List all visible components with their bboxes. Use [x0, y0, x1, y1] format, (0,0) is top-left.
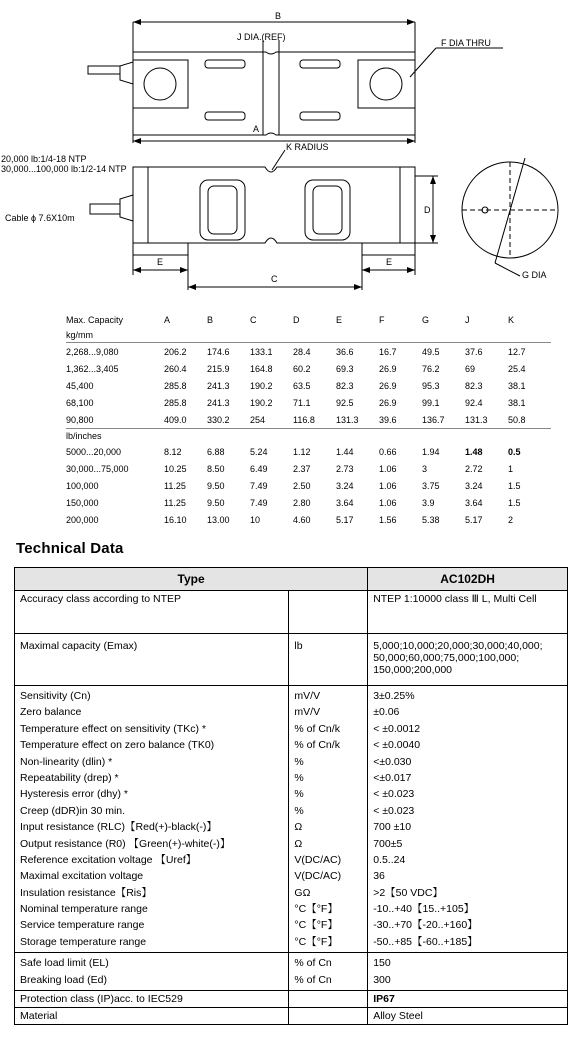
- capacity-row: [15, 634, 568, 686]
- param-value: < ±0.023: [373, 788, 415, 801]
- label-thread-1: 20,000 lb:1/4-18 NTP: [1, 154, 87, 164]
- dims-cell: 3.64: [336, 497, 354, 508]
- label-K: K RADIUS: [286, 142, 329, 152]
- label-B: B: [275, 11, 282, 21]
- dims-cell: 131.3: [336, 411, 379, 429]
- dims-cell: 285.8: [164, 380, 187, 391]
- limit-label: Safe load limit (EL): [20, 957, 109, 970]
- dims-column-header: A: [164, 315, 171, 325]
- dims-cell: 285.8: [164, 397, 187, 408]
- param-unit: Ω: [294, 821, 303, 834]
- label-thread-2: 30,000...100,000 lb:1/2-14 NTP: [1, 164, 127, 174]
- param-unit: V(DC/AC): [294, 870, 342, 883]
- dims-cell: 25.4: [508, 363, 526, 374]
- technical-data-title: Technical Data: [16, 540, 124, 557]
- capacity-line: 5,000;10,000;20,000;30,000;40,000;: [373, 640, 543, 652]
- dims-column-header: F: [379, 315, 385, 325]
- dims-cell: 92.4: [465, 397, 483, 408]
- label-A: A: [253, 124, 260, 134]
- dims-cell: 10.25: [164, 463, 187, 474]
- param-unit: GΩ: [294, 886, 311, 899]
- dims-column-header: G: [422, 315, 430, 325]
- param-value: <±0.030: [373, 755, 412, 768]
- param-unit: %: [294, 788, 304, 801]
- dims-cell: 8.50: [207, 463, 225, 474]
- param-label: Input resistance (RLC)【Red(+)-black(-)】: [20, 821, 217, 834]
- params-labels: [15, 686, 289, 953]
- param-value: 36: [373, 870, 385, 883]
- dims-cell: 174.6: [207, 346, 230, 357]
- param-value: -30..+70【-20..+160】: [373, 919, 478, 932]
- dims-cell: 7.49: [250, 480, 268, 491]
- params-units: [289, 686, 368, 953]
- dims-cell: 5.17: [465, 514, 483, 525]
- dims-cell: 60.2: [293, 363, 311, 374]
- dims-data-row: [66, 443, 551, 460]
- param-value: -10..+40【15..+105】: [373, 903, 475, 916]
- dimension-drawing: [0, 0, 580, 300]
- dims-cell: 2.37: [293, 463, 311, 474]
- dims-cell: 2,268...9,080: [66, 346, 119, 357]
- dims-column-header: J: [465, 315, 470, 325]
- dims-cell: 5000...20,000: [66, 446, 122, 457]
- dims-cell: 38.1: [508, 397, 526, 408]
- param-value: < ±0.0040: [373, 739, 421, 752]
- dims-header-row: [66, 312, 551, 328]
- param-value: 0.5..24: [373, 853, 406, 866]
- dims-unit-row: [66, 429, 551, 444]
- material-label: Material: [15, 1008, 289, 1025]
- dims-unit-imperial: lb/inches: [66, 431, 102, 441]
- dims-cell: 36.6: [336, 346, 354, 357]
- header-model: AC102DH: [368, 568, 568, 591]
- dims-cell: 16.7: [379, 346, 397, 357]
- dims-cell: 82.3: [336, 380, 354, 391]
- dims-cell: 76.2: [422, 363, 440, 374]
- dims-cell: 5.24: [250, 446, 268, 457]
- dims-cell: 6.88: [207, 446, 225, 457]
- dims-column-header: B: [207, 315, 214, 325]
- dims-cell: 136.7: [422, 411, 465, 429]
- dims-cell: 1.12: [293, 446, 311, 457]
- material-unit: [289, 1008, 368, 1025]
- material-value: Alloy Steel: [368, 1008, 568, 1025]
- param-value: 3±0.25%: [373, 690, 415, 702]
- param-unit: % of Cn/k: [294, 722, 340, 735]
- accuracy-row: [15, 591, 568, 634]
- dims-data-row: [66, 411, 551, 429]
- dims-cell: 1.06: [379, 480, 397, 491]
- param-unit: °C【°F】: [294, 919, 338, 932]
- accuracy-value: NTEP 1:10000 class Ⅲ L, Multi Cell: [368, 591, 568, 634]
- param-label: Temperature effect on sensitivity (TKc) *: [20, 722, 206, 735]
- param-label: Repeatability (drep) *: [20, 771, 119, 784]
- protection-label: Protection class (IP)acc. to IEC529: [15, 991, 289, 1008]
- dims-cell: 241.3: [207, 397, 230, 408]
- dims-cell: 409.0: [164, 411, 207, 429]
- dims-cell: 1.94: [422, 446, 440, 457]
- dims-cell: 190.2: [250, 397, 273, 408]
- param-label: Hysteresis error (dhy) *: [20, 788, 128, 801]
- dims-data-row: [66, 460, 551, 477]
- dims-cell: 116.8: [293, 411, 336, 429]
- limit-label: Breaking load (Ed): [20, 973, 107, 986]
- param-unit: %: [294, 755, 304, 768]
- param-value: -50..+85【-60..+185】: [373, 935, 478, 948]
- param-unit: % of Cn/k: [294, 739, 340, 752]
- param-value: ±0.06: [373, 706, 400, 719]
- protection-value: IP67: [368, 991, 568, 1008]
- dims-cell: 2.73: [336, 463, 354, 474]
- dims-cell: 11.25: [164, 497, 186, 508]
- dims-cell: 1.56: [379, 514, 397, 525]
- dims-cell: 1.5: [508, 497, 521, 508]
- limits-units: [289, 953, 368, 991]
- capacity-label: Maximal capacity (Emax): [15, 634, 289, 686]
- label-cable: Cable ϕ 7.6X10m: [5, 213, 75, 223]
- capacity-line: 50,000;60,000;75,000;100,000;: [373, 652, 520, 664]
- dims-cell: 3.75: [422, 480, 440, 491]
- dims-cell: 13.00: [207, 514, 230, 525]
- limit-value: 300: [373, 973, 391, 986]
- dims-cell: 1.48: [465, 446, 483, 457]
- param-label: Output resistance (R0) 【Green(+)-white(-)】: [20, 837, 231, 850]
- param-unit: °C【°F】: [294, 935, 338, 948]
- limits-row: [15, 953, 568, 991]
- capacity-line: 150,000;200,000: [373, 664, 453, 676]
- param-label: Reference excitation voltage 【Uref】: [20, 853, 197, 866]
- dims-cell: 1: [508, 463, 514, 474]
- dims-data-row: [66, 343, 551, 361]
- param-label: Maximal excitation voltage: [20, 870, 144, 883]
- dims-cell: 241.3: [207, 380, 230, 391]
- dims-cell: 260.4: [164, 363, 187, 374]
- dims-cell: 215.9: [207, 363, 230, 374]
- dims-cell: 99.1: [422, 397, 440, 408]
- params-row: [15, 686, 568, 953]
- label-G: G DIA: [522, 270, 547, 280]
- param-value: < ±0.023: [373, 804, 415, 817]
- dimensions-table: [66, 312, 551, 528]
- limit-value: 150: [373, 957, 391, 970]
- param-label: Nominal temperature range: [20, 903, 148, 916]
- dims-cell: 30,000...75,000: [66, 463, 129, 474]
- param-unit: mV/V: [294, 690, 321, 702]
- dims-cell: 3.64: [465, 497, 483, 508]
- technical-data-table: [14, 567, 568, 1025]
- protection-row: [15, 991, 568, 1008]
- dims-cell: 5.38: [422, 514, 440, 525]
- param-unit: Ω: [294, 837, 303, 850]
- protection-unit: [289, 991, 368, 1008]
- dims-cell: 26.9: [379, 397, 397, 408]
- dims-cell: 90,800: [66, 411, 164, 429]
- accuracy-label: Accuracy class according to NTEP: [15, 591, 289, 634]
- dims-cell: 2: [508, 514, 514, 525]
- capacity-unit: lb: [289, 634, 368, 686]
- dims-cell: 4.60: [293, 514, 311, 525]
- dims-cell: 131.3: [465, 411, 508, 429]
- dims-cell: 45,400: [66, 380, 94, 391]
- dims-cell: 254: [250, 411, 293, 429]
- dims-cell: 6.49: [250, 463, 268, 474]
- param-value: < ±0.0012: [373, 722, 421, 735]
- dims-cell: 5.17: [336, 514, 354, 525]
- dims-unit-row: [66, 328, 551, 343]
- dims-cell: 0.5: [508, 446, 521, 457]
- param-label: Creep (dDR)in 30 min.: [20, 804, 126, 817]
- dims-cell: 95.3: [422, 380, 440, 391]
- param-label: Storage temperature range: [20, 935, 147, 948]
- material-row: [15, 1008, 568, 1025]
- param-label: Insulation resistance【Ris】: [20, 886, 152, 899]
- accuracy-unit: [289, 591, 368, 634]
- param-value: <±0.017: [373, 771, 412, 784]
- dims-cell: 8.12: [164, 446, 182, 457]
- param-unit: V(DC/AC): [294, 853, 342, 866]
- header-type: Type: [15, 568, 368, 591]
- dims-cell: 7.49: [250, 497, 268, 508]
- dims-data-row: [66, 377, 551, 394]
- dims-cell: 2.50: [293, 480, 311, 491]
- dims-cell: 1.44: [336, 446, 354, 457]
- limit-unit: % of Cn: [294, 957, 332, 970]
- dims-data-row: [66, 360, 551, 377]
- label-J: J DIA.(REF): [237, 32, 286, 42]
- dims-cell: 37.6: [465, 346, 483, 357]
- limits-values: [368, 953, 568, 991]
- dims-cell: 63.5: [293, 380, 311, 391]
- dims-unit-metric: kg/mm: [66, 328, 551, 343]
- dims-cell: 11.25: [164, 480, 186, 491]
- dims-cell: 71.1: [293, 397, 311, 408]
- label-E-right: E: [386, 257, 393, 267]
- param-label: Temperature effect on zero balance (TK0): [20, 739, 215, 752]
- dims-cell: 3.24: [465, 480, 483, 491]
- dims-column-header: C: [250, 315, 257, 325]
- param-unit: °C【°F】: [294, 903, 338, 916]
- dims-cell: 28.4: [293, 346, 311, 357]
- table-header-row: [15, 568, 568, 591]
- dims-cell: 16.10: [164, 514, 187, 525]
- label-F: F DIA THRU: [441, 38, 491, 48]
- param-value: 700 ±10: [373, 821, 412, 834]
- dims-column-header: D: [293, 315, 300, 325]
- dims-cell: 9.50: [207, 497, 225, 508]
- dims-cell: 164.8: [250, 363, 273, 374]
- dims-cell: 9.50: [207, 480, 225, 491]
- dims-cell: 190.2: [250, 380, 273, 391]
- dims-cell: 1.06: [379, 497, 397, 508]
- dims-cell: 69.3: [336, 363, 354, 374]
- dims-column-header: E: [336, 315, 343, 325]
- dims-cell: 200,000: [66, 514, 99, 525]
- dims-cell: 1.06: [379, 463, 397, 474]
- param-unit: %: [294, 771, 304, 784]
- dims-cell: 50.8: [508, 411, 551, 429]
- dims-cell: 49.5: [422, 346, 440, 357]
- param-unit: mV/V: [294, 706, 321, 719]
- param-value: 700±5: [373, 837, 403, 850]
- dims-cell: 38.1: [508, 380, 526, 391]
- param-label: Service temperature range: [20, 919, 145, 932]
- dims-data-row: [66, 494, 551, 511]
- dims-cell: 3.24: [336, 480, 354, 491]
- dims-cell: 100,000: [66, 480, 99, 491]
- dims-cell: 206.2: [164, 346, 187, 357]
- dims-cell: 39.6: [379, 411, 422, 429]
- param-value: >2【50 VDC】: [373, 886, 443, 899]
- dims-cell: 1,362...3,405: [66, 363, 119, 374]
- dims-cell: 0.66: [379, 446, 397, 457]
- dims-cell: 150,000: [66, 497, 99, 508]
- param-unit: %: [294, 804, 304, 817]
- limit-unit: % of Cn: [294, 973, 332, 986]
- dims-column-header: K: [508, 315, 515, 325]
- dims-cell: 1.5: [508, 480, 521, 491]
- dims-data-row: [66, 477, 551, 494]
- dims-cell: 330.2: [207, 411, 250, 429]
- dims-cell: 133.1: [250, 346, 273, 357]
- param-label: Zero balance: [20, 706, 82, 719]
- params-values: [368, 686, 568, 953]
- dims-cell: 68,100: [66, 397, 94, 408]
- label-C: C: [271, 274, 278, 284]
- dims-cell: 3: [422, 463, 428, 474]
- label-D: D: [424, 205, 431, 215]
- dims-column-header: Max. Capacity: [66, 315, 124, 325]
- dims-cell: 2.72: [465, 463, 483, 474]
- dims-cell: 3.9: [422, 497, 435, 508]
- dims-data-row: [66, 511, 551, 528]
- load-cell-drawing-svg: [0, 0, 580, 300]
- dims-cell: 69: [465, 363, 476, 374]
- dims-cell: 12.7: [508, 346, 526, 357]
- capacity-values: [368, 634, 568, 686]
- dims-cell: 26.9: [379, 380, 397, 391]
- param-label: Non-linearity (dlin) *: [20, 755, 113, 768]
- dims-cell: 2.80: [293, 497, 311, 508]
- dims-cell: 82.3: [465, 380, 483, 391]
- dims-data-row: [66, 394, 551, 411]
- limits-labels: [15, 953, 289, 991]
- dims-cell: 26.9: [379, 363, 397, 374]
- param-label: Sensitivity (Cn): [20, 690, 91, 702]
- label-E-left: E: [157, 257, 164, 267]
- dims-cell: 10: [250, 514, 261, 525]
- dims-cell: 92.5: [336, 397, 354, 408]
